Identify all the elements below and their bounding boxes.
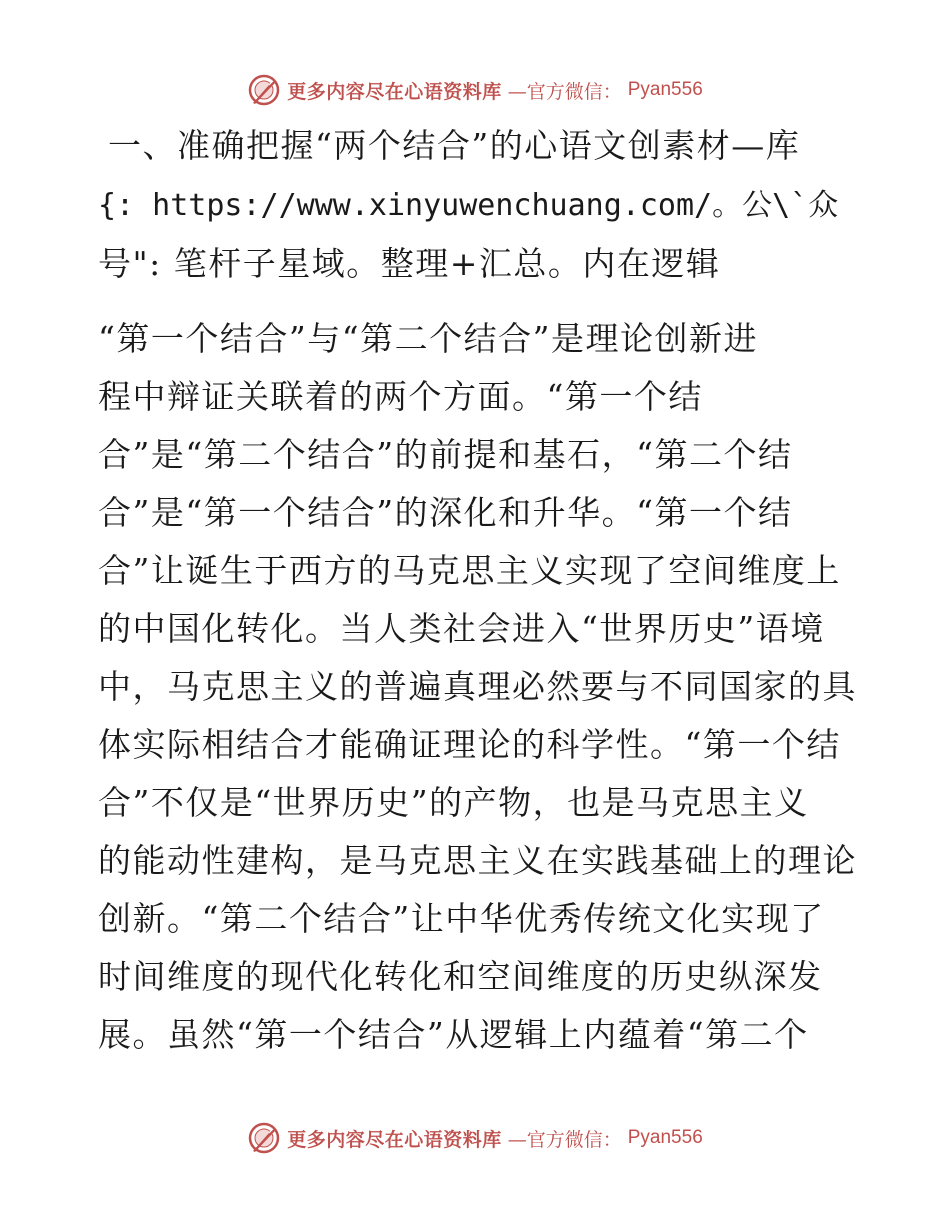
body-line-13: 展。虽然“第一个结合”从逻辑上内蕴着“第二个 bbox=[98, 1015, 809, 1054]
body-line-2: 程中辩证关联着的两个方面。“第一个结 bbox=[98, 377, 703, 416]
banner-main-text: 更多内容尽在心语资料库 bbox=[287, 1128, 502, 1151]
body-line-6: 的中国化转化。当人类社会进入“世界历史”语境 bbox=[98, 609, 825, 648]
banner-separator-text: —官方微信： bbox=[507, 80, 622, 103]
header-watermark-banner bbox=[0, 70, 950, 110]
body-line-11: 创新。“第二个结合”让中华优秀传统文化实现了 bbox=[98, 899, 825, 938]
banner-wechat-id: Pyan556 bbox=[627, 79, 703, 100]
body-line-3: 合”是“第二个结合”的前提和基石，“第二个结 bbox=[98, 435, 793, 474]
body-line-7: 中，马克思主义的普遍真理必然要与不同国家的具 bbox=[98, 667, 857, 706]
heading-line-2: {: https://www.xinyuwenchuang.com/。公\`众 bbox=[98, 188, 839, 223]
body-line-4: 合”是“第一个结合”的深化和升华。“第一个结 bbox=[98, 493, 793, 532]
heading-line-3: 号": 笔杆子星域。整理+汇总。内在逻辑 bbox=[98, 244, 721, 283]
body-line-1: “第一个结合”与“第二个结合”是理论创新进 bbox=[98, 319, 758, 358]
banner-wechat-id: Pyan556 bbox=[627, 1127, 703, 1148]
body-line-8: 体实际相结合才能确证理论的科学性。“第一个结 bbox=[98, 725, 841, 764]
quill-pen-seal-icon bbox=[247, 73, 281, 107]
body-line-5: 合”让诞生于西方的马克思主义实现了空间维度上 bbox=[98, 551, 841, 590]
body-line-9: 合”不仅是“世界历史”的产物，也是马克思主义 bbox=[98, 783, 809, 822]
heading-line-1: 一、准确把握“两个结合”的心语文创素材—库 bbox=[108, 126, 801, 165]
footer-watermark-banner bbox=[0, 1118, 950, 1158]
banner-separator-text: —官方微信： bbox=[507, 1128, 622, 1151]
banner-main-text: 更多内容尽在心语资料库 bbox=[287, 80, 502, 103]
body-line-10: 的能动性建构，是马克思主义在实践基础上的理论 bbox=[98, 841, 857, 880]
body-line-12: 时间维度的现代化转化和空间维度的历史纵深发 bbox=[98, 957, 823, 996]
quill-pen-seal-icon bbox=[247, 1121, 281, 1155]
